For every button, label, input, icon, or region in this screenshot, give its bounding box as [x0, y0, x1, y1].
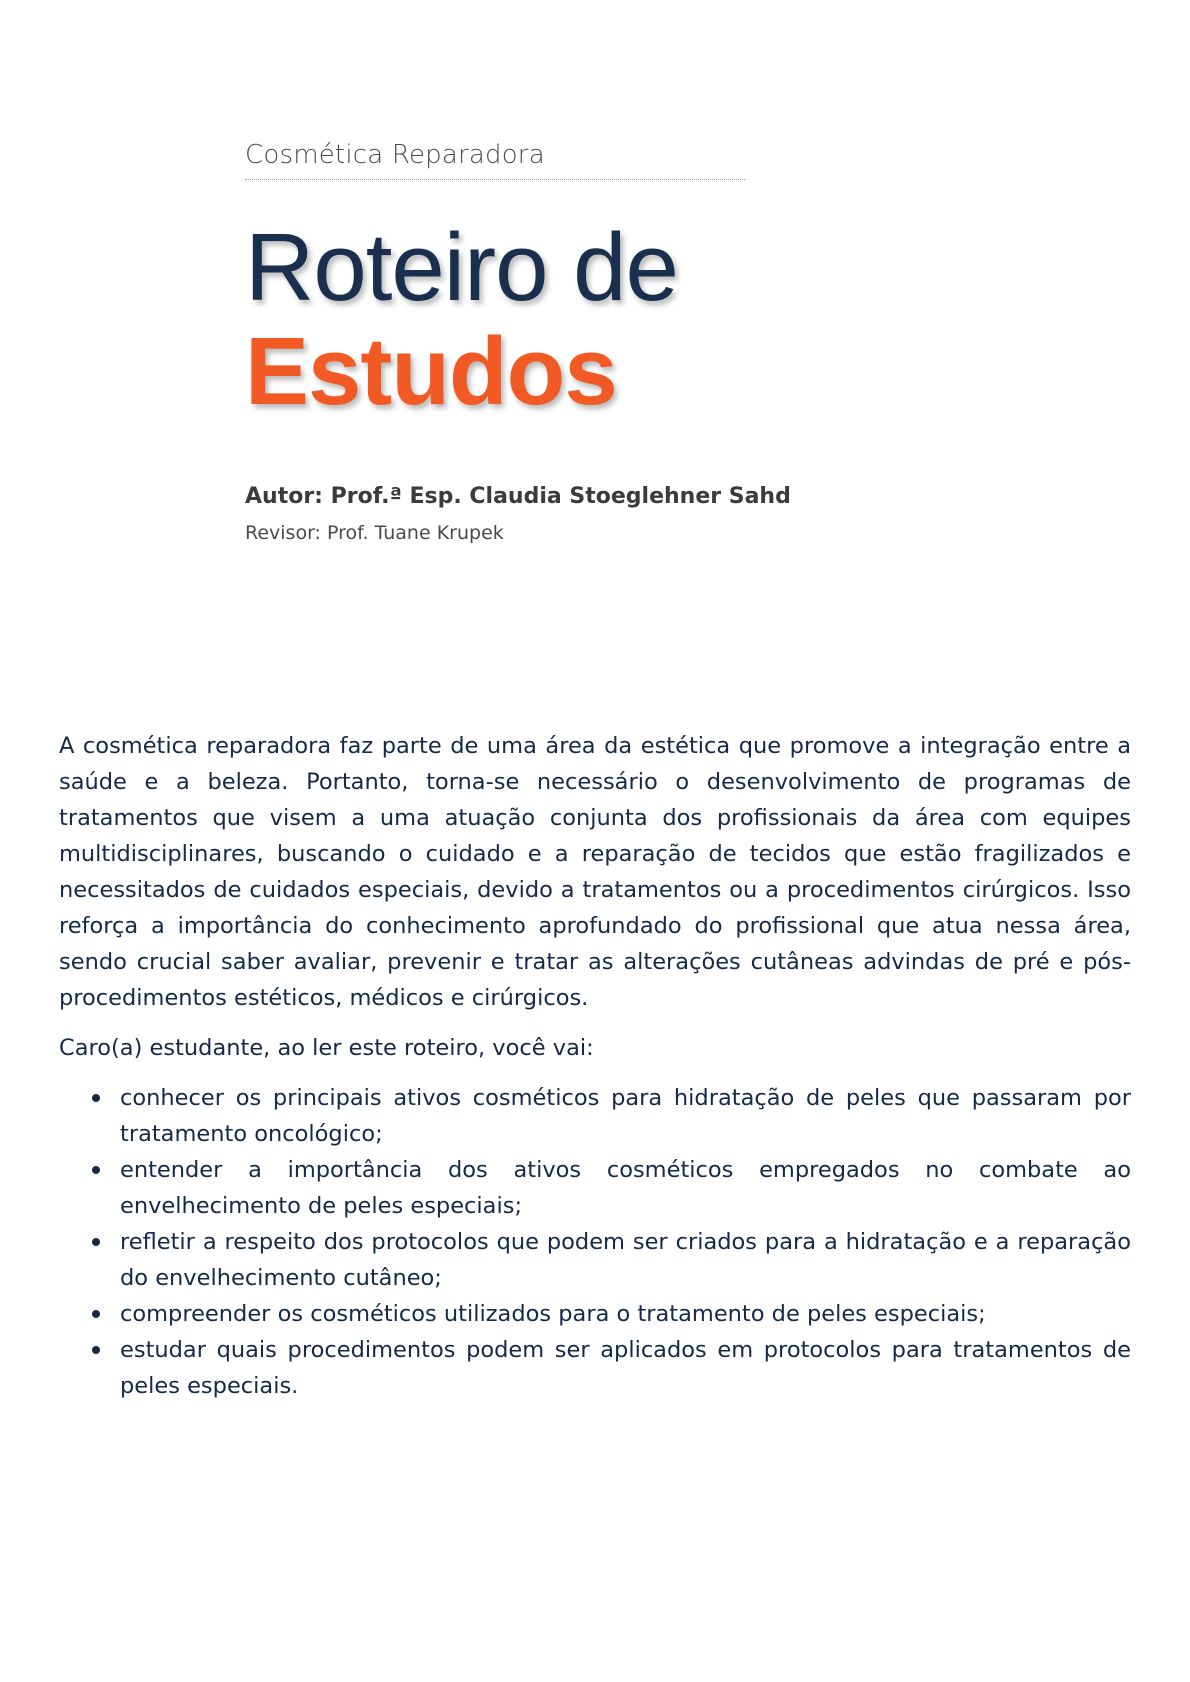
- objective-text: compreender os cosméticos utilizados para o tratamento de peles especiais;: [120, 1301, 986, 1327]
- list-item: [59, 1080, 1131, 1152]
- objective-text: estudar quais procedimentos podem ser aplicados em protocolos para tratamentos de peles especiais.: [120, 1337, 1131, 1399]
- list-item: [59, 1332, 1131, 1404]
- bullet-icon: [92, 1310, 100, 1318]
- author-credit: Autor: Prof.ª Esp. Claudia Stoeglehner Sahd: [245, 484, 791, 509]
- objective-text: entender a importância dos ativos cosméticos empregados no combate ao envelhecimento de peles especiais;: [120, 1157, 1131, 1219]
- document-header: [245, 140, 745, 424]
- objective-text: refletir a respeito dos protocolos que podem ser criados para a hidratação e a reparação do envelhecimento cutâneo;: [120, 1229, 1131, 1291]
- objectives-list: [59, 1080, 1131, 1404]
- reviewer-credit: Revisor: Prof. Tuane Krupek: [245, 522, 504, 544]
- page-title: [245, 216, 745, 424]
- title-line-1: Roteiro de: [245, 214, 678, 322]
- intro-paragraph: A cosmética reparadora faz parte de uma área da estética que promove a integração entre a saúde e a beleza. Portanto, torna-se necessário o desenvolvimento de programas de tratamentos que visem a uma atuação conjunta dos profissionais da área com equipes multidisciplinares, buscando o cuidado e a reparação de tecidos que estão fragilizados e necessitados de cuidados especiais, devido a tratamentos ou a procedimentos cirúrgicos. Isso reforça a importância do conhecimento aprofundado do profissional que atua nessa área, sendo crucial saber avaliar, prevenir e tratar as alterações cutâneas advindas de pré e pós-procedimentos estéticos, médicos e cirúrgicos.: [59, 733, 1131, 1011]
- objective-text: conhecer os principais ativos cosméticos para hidratação de peles que passaram por tratamento oncológico;: [120, 1085, 1131, 1147]
- list-item: [59, 1224, 1131, 1296]
- bullet-icon: [92, 1346, 100, 1354]
- lead-paragraph: Caro(a) estudante, ao ler este roteiro, você vai:: [59, 1035, 594, 1061]
- list-item: [59, 1296, 1131, 1332]
- subject-title: Cosmética Reparadora: [245, 140, 745, 180]
- list-item: [59, 1152, 1131, 1224]
- bullet-icon: [92, 1094, 100, 1102]
- bullet-icon: [92, 1238, 100, 1246]
- bullet-icon: [92, 1166, 100, 1174]
- document-body: [59, 728, 1131, 1404]
- title-line-2: Estudos: [245, 318, 617, 426]
